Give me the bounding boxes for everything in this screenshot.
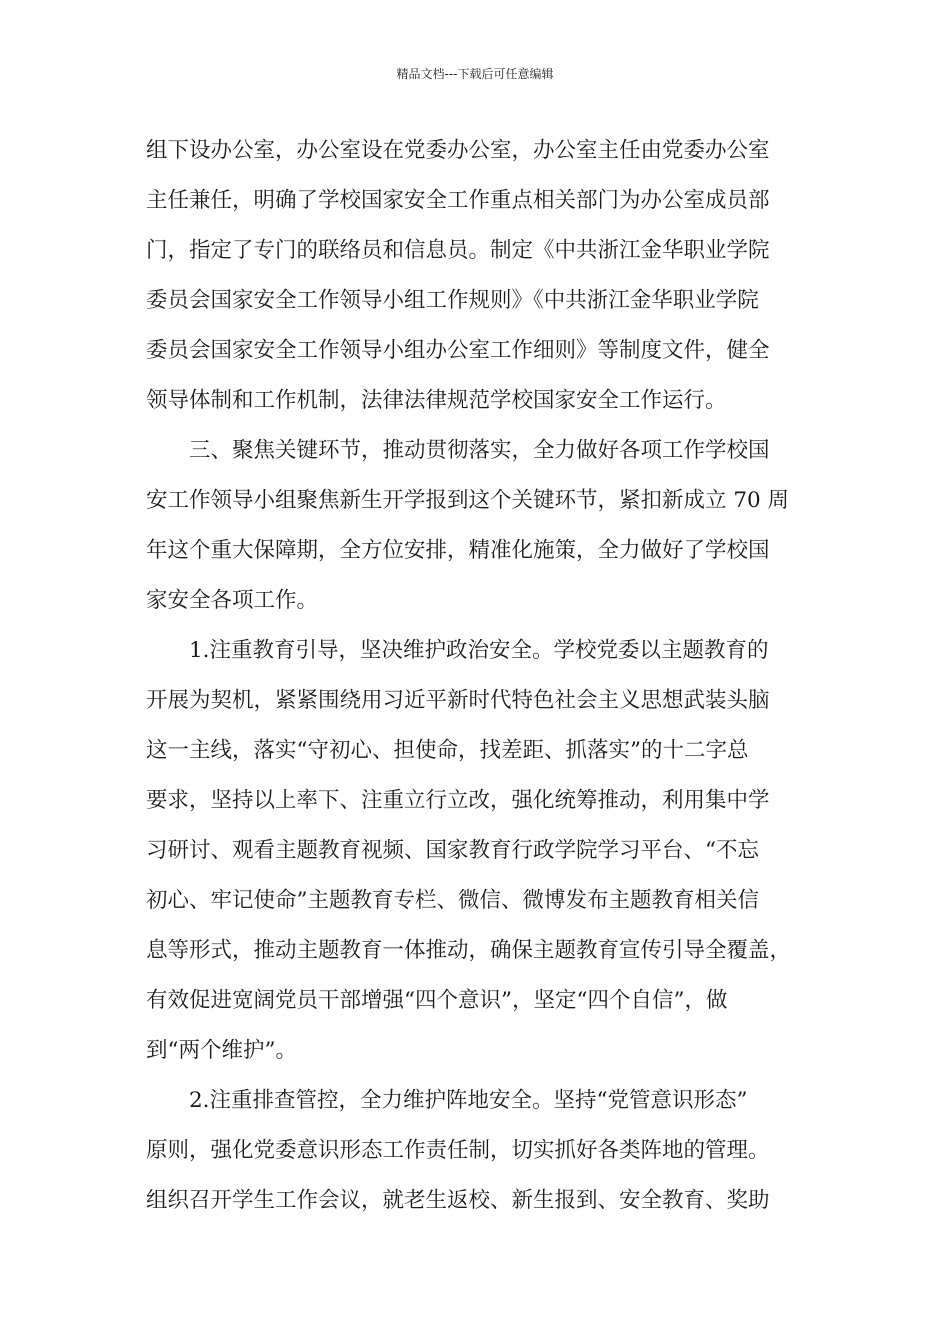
- text-line: 主任兼任，明确了学校国家安全工作重点相关部门为办公室成员部: [146, 188, 770, 213]
- text-line: 到“两个维护”。: [146, 1038, 297, 1063]
- text-line: 初心、牢记使命”主题教育专栏、微信、微博发布主题教育相关信: [146, 888, 759, 913]
- text-line: 组下设办公室，办公室设在党委办公室，办公室主任由党委办公室: [146, 138, 770, 163]
- text-line: 家安全各项工作。: [146, 588, 319, 613]
- text-line: 门，指定了专门的联络员和信息员。制定《中共浙江金华职业学院: [146, 238, 770, 263]
- text-line: 这一主线，落实“守初心、担使命，找差距、抓落实”的十二字总: [146, 738, 749, 763]
- text-line: 有效促进宽阔党员干部增强“四个意识”，坚定“四个自信”，做: [146, 988, 728, 1013]
- section-heading-line: 三、聚焦关键环节，推动贯彻落实，全力做好各项工作学校国: [189, 438, 770, 463]
- text-line: 委员会国家安全工作领导小组工作规则》《中共浙江金华职业学院: [146, 288, 759, 313]
- text-line: 组织召开学生工作会议，就老生返校、新生报到、安全教育、奖助: [146, 1188, 770, 1213]
- page-header: 精品文档---下载后可任意编辑: [396, 67, 554, 81]
- paragraph-first-line: 2.注重排查管控，全力维护阵地安全。坚持“党管意识形态”: [189, 1088, 748, 1113]
- text-line: 息等形式，推动主题教育一体推动，确保主题教育宣传引导全覆盖，: [146, 938, 792, 963]
- text-line: 开展为契机，紧紧围绕用习近平新时代特色社会主义思想武装头脑: [146, 688, 770, 713]
- text-line: 习研讨、观看主题教育视频、国家教育行政学院学习平台、“不忘: [146, 838, 759, 863]
- text-line: 领导体制和工作机制，法律法律规范学校国家安全工作运行。: [146, 388, 727, 413]
- paragraph-first-line: 1.注重教育引导，坚决维护政治安全。学校党委以主题教育的: [189, 638, 769, 663]
- text-line: 年这个重大保障期，全方位安排，精准化施策，全力做好了学校国: [146, 538, 770, 563]
- text-line: 要求，坚持以上率下、注重立行立改，强化统筹推动，利用集中学: [146, 788, 770, 813]
- text-line: 委员会国家安全工作领导小组办公室工作细则》等制度文件，健全: [146, 338, 770, 363]
- text-line: 原则，强化党委意识形态工作责任制，切实抓好各类阵地的管理。: [146, 1138, 770, 1163]
- text-line: 安工作领导小组聚焦新生开学报到这个关键环节，紧扣新成立 70 周: [146, 488, 790, 513]
- document-body: [146, 126, 816, 1226]
